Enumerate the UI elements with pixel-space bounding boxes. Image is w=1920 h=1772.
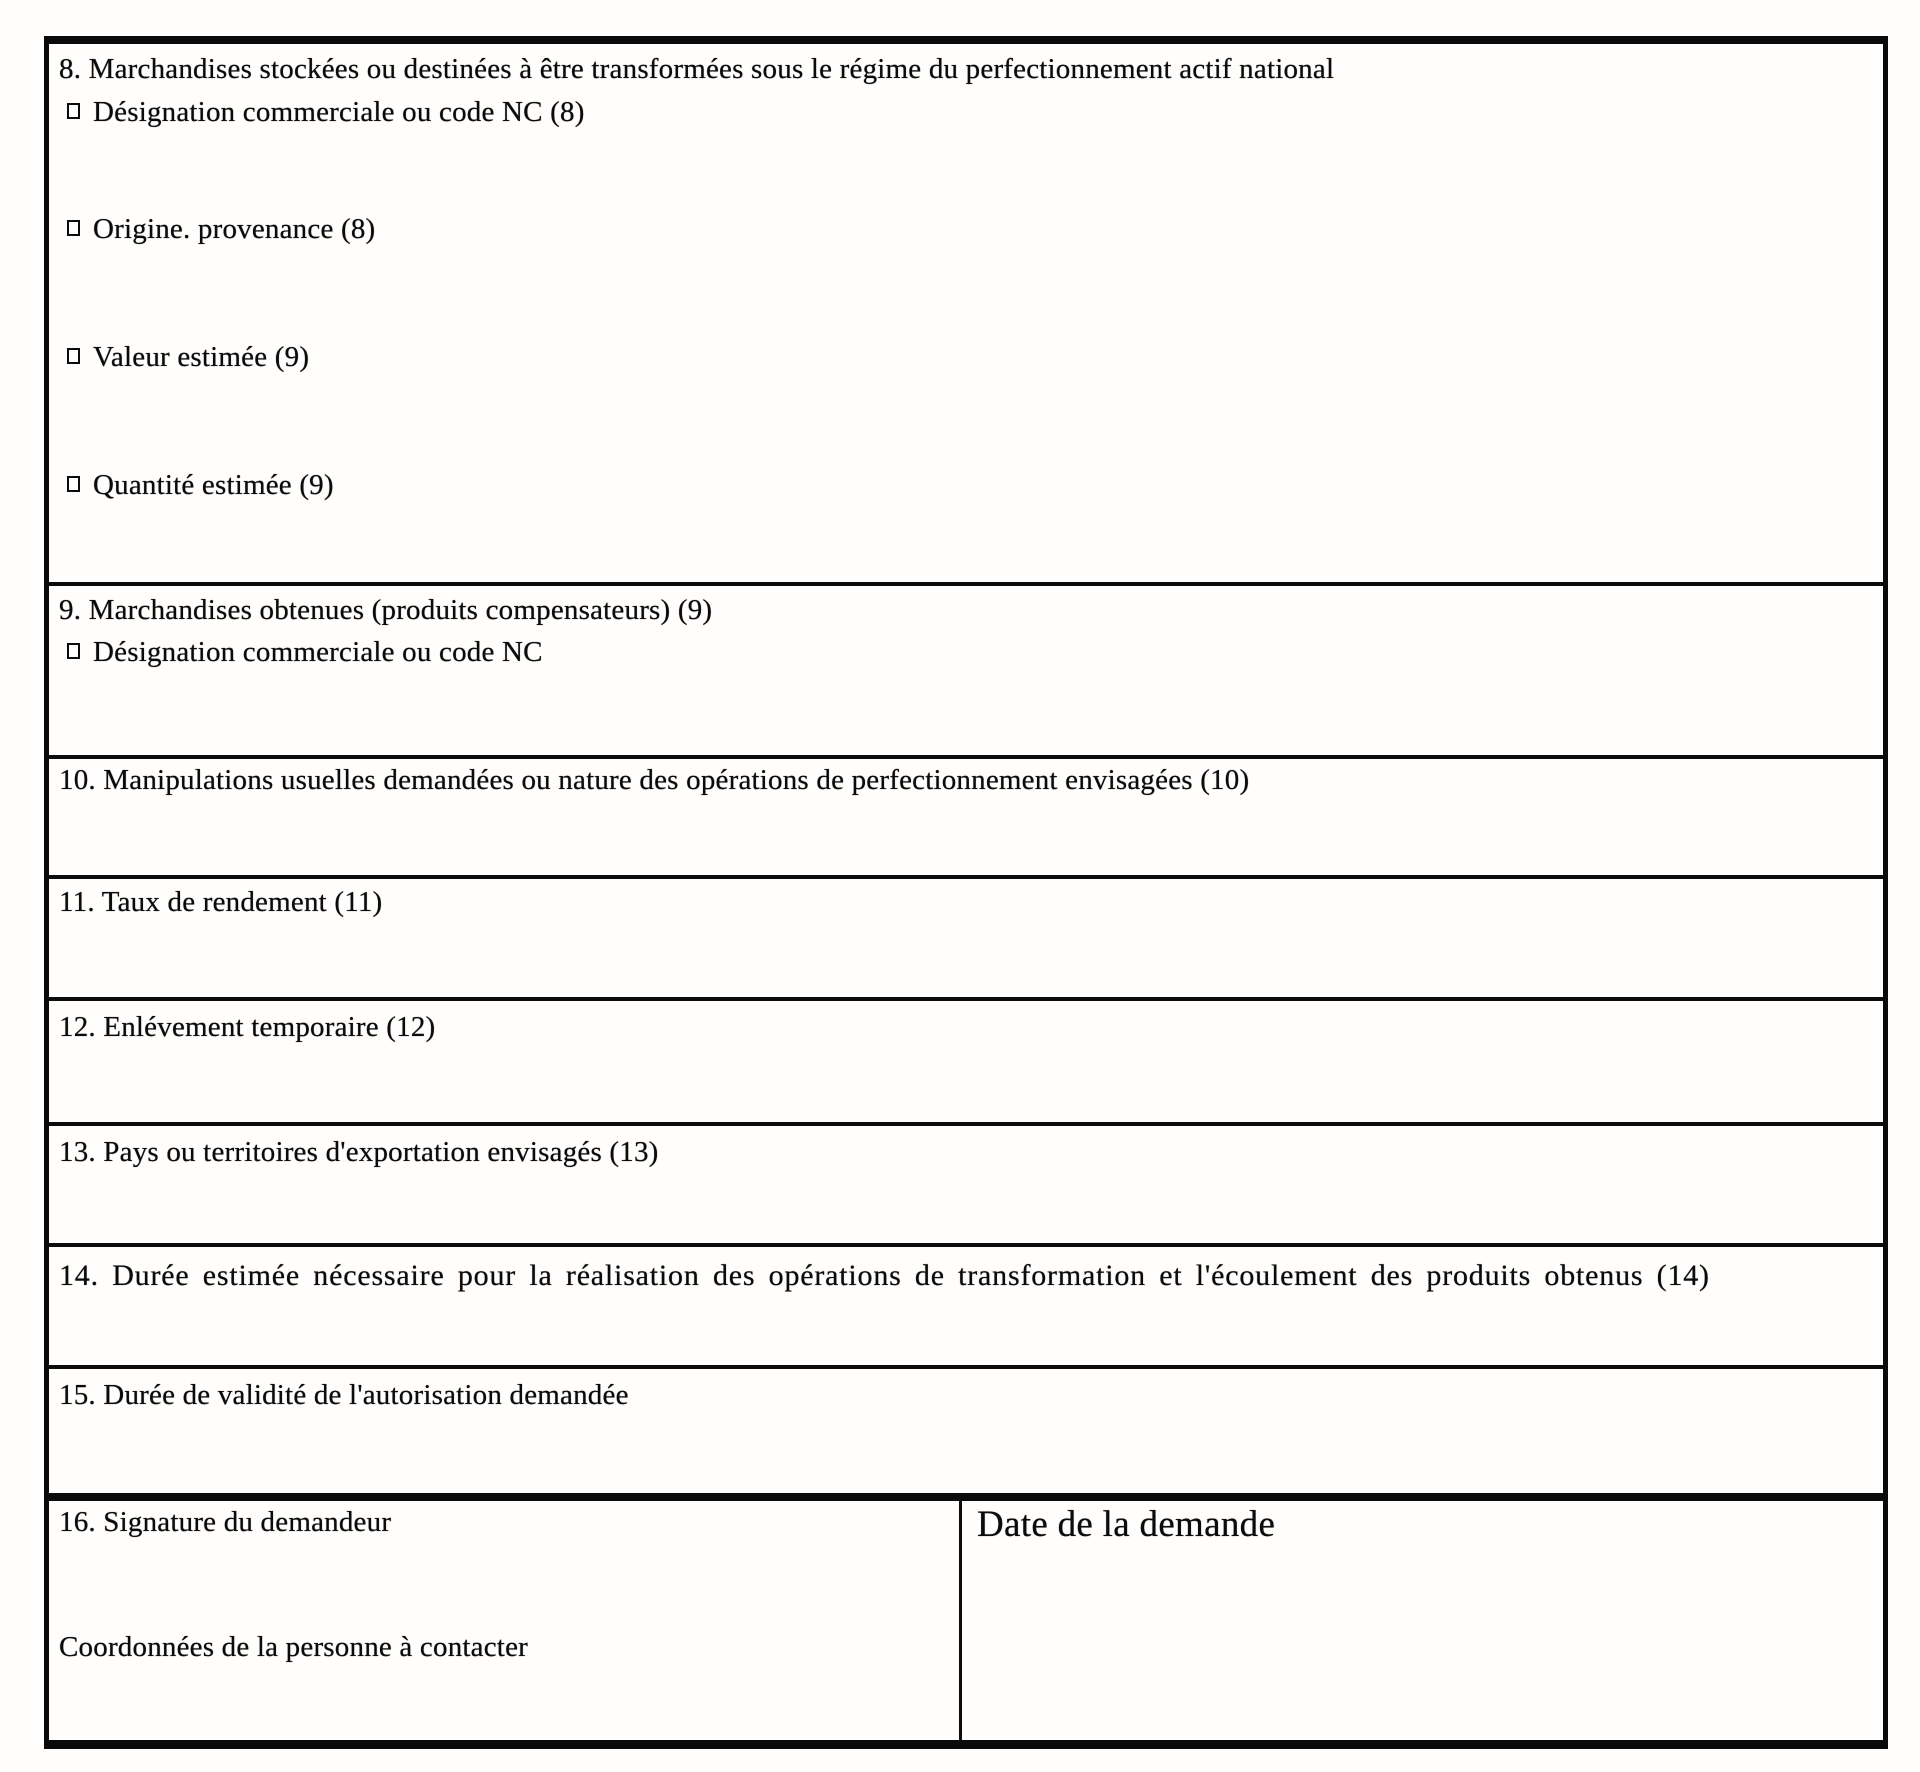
section-10-title: 10. Manipulations usuelles demandées ou nature des opérations de perfectionnement envisagées (10) — [59, 764, 1250, 796]
section-11-title: 11. Taux de rendement (11) — [59, 886, 383, 918]
section-9-goods-obtained — [49, 586, 1883, 759]
bullet-designation-code-nc-2-label: Désignation commerciale ou code NC — [93, 636, 543, 668]
bullet-origine-provenance — [67, 212, 375, 247]
section-16-signature-block — [49, 1501, 1883, 1740]
section-8-title: 8. Marchandises stockées ou destinées à être transformées sous le régime du perfectionnement actif national — [59, 53, 1335, 85]
section-12-enlevement-temporaire — [49, 1001, 1883, 1126]
date-cell — [962, 1501, 1883, 1740]
bullet-designation-code-nc — [67, 95, 585, 130]
section-14-title: 14. Durée estimée nécessaire pour la réalisation des opérations de transformation et l'écoulement des produits obtenus (14) — [59, 1259, 1710, 1292]
section-8-goods-stored — [49, 44, 1883, 586]
square-bullet-icon — [67, 643, 80, 659]
bullet-valeur-estimee — [67, 340, 309, 375]
contact-person-label: Coordonnées de la personne à contacter — [59, 1631, 528, 1663]
square-bullet-icon — [67, 348, 80, 364]
section-15-title: 15. Durée de validité de l'autorisation demandée — [59, 1379, 629, 1411]
section-11-taux-rendement — [49, 879, 1883, 1001]
bullet-quantite-estimee — [67, 468, 334, 503]
bullet-valeur-estimee-label: Valeur estimée (9) — [93, 341, 310, 373]
section-13-title: 13. Pays ou territoires d'exportation envisagés (13) — [59, 1136, 659, 1168]
bullet-designation-code-nc-2 — [67, 635, 543, 670]
bullet-origine-provenance-label: Origine. provenance (8) — [93, 213, 376, 245]
square-bullet-icon — [67, 476, 80, 492]
date-demande-label: Date de la demande — [977, 1504, 1276, 1545]
signature-cell — [49, 1501, 962, 1740]
square-bullet-icon — [67, 220, 80, 236]
section-9-title: 9. Marchandises obtenues (produits compensateurs) (9) — [59, 594, 713, 626]
bullet-quantite-estimee-label: Quantité estimée (9) — [93, 469, 334, 501]
bullet-designation-code-nc-label: Désignation commerciale ou code NC (8) — [93, 96, 585, 128]
signature-label: 16. Signature du demandeur — [59, 1506, 392, 1538]
customs-form-table — [44, 36, 1888, 1749]
section-14-duree-estimee — [49, 1247, 1883, 1369]
section-15-duree-validite — [49, 1369, 1883, 1501]
section-13-pays-exportation — [49, 1126, 1883, 1247]
section-12-title: 12. Enlévement temporaire (12) — [59, 1011, 436, 1043]
square-bullet-icon — [67, 103, 80, 119]
section-10-manipulations — [49, 759, 1883, 879]
